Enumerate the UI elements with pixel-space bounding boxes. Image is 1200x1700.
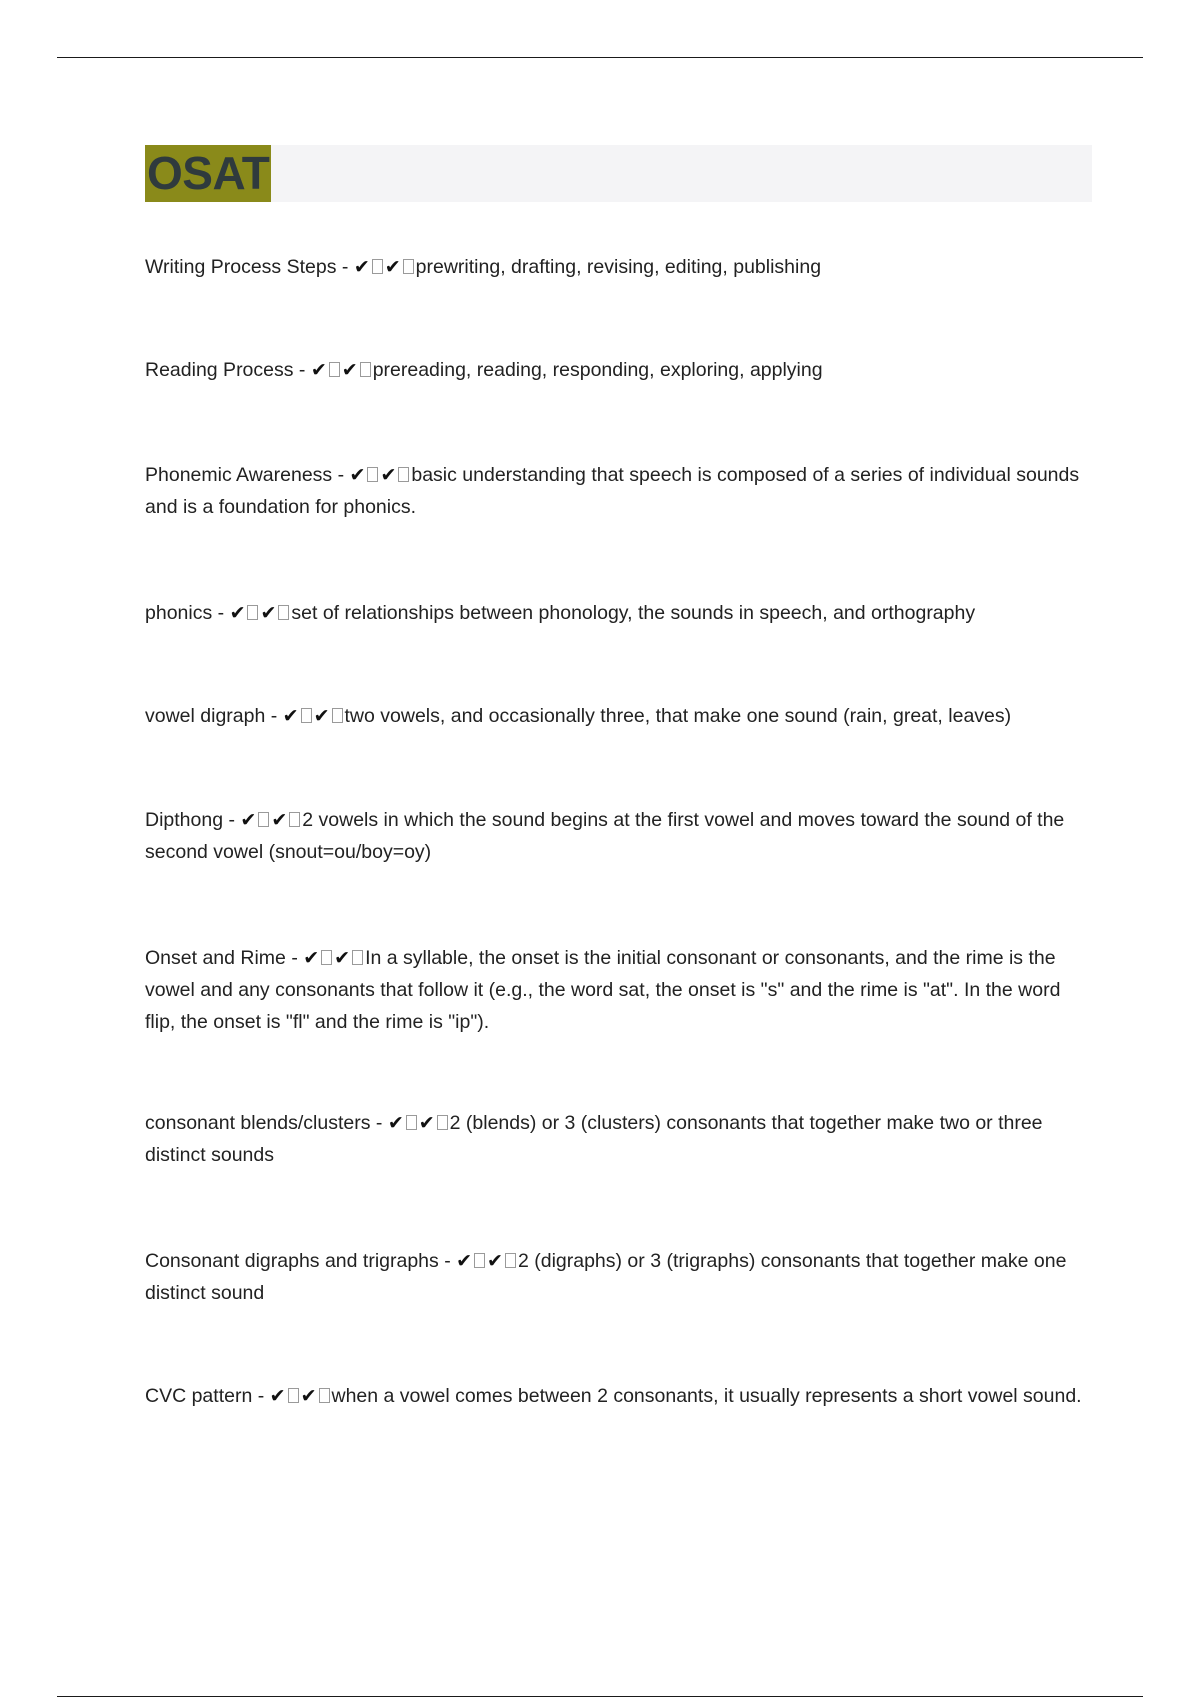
check-icon: ✔ (387, 1112, 404, 1134)
box-icon (437, 1115, 448, 1130)
check-icon: ✔ (384, 256, 401, 278)
entry-consonant-blends-clusters (145, 1107, 1085, 1171)
box-icon (301, 708, 312, 723)
entry-phonemic-awareness (145, 459, 1085, 523)
entry-separator: - (223, 809, 241, 831)
entry-term: CVC pattern (145, 1385, 253, 1407)
entry-separator: - (332, 464, 350, 486)
box-icon (319, 1388, 330, 1403)
entry-separator: - (212, 602, 230, 624)
entry-cvc-pattern (145, 1380, 1085, 1412)
check-icon: ✔ (349, 464, 366, 486)
box-icon (278, 605, 289, 620)
entry-definition: prewriting, drafting, revising, editing, publishing (415, 256, 822, 278)
box-icon (321, 950, 332, 965)
check-icon: ✔ (269, 1385, 286, 1407)
box-icon (332, 708, 343, 723)
entry-term: Consonant digraphs and trigraphs (145, 1250, 439, 1272)
top-rule (57, 57, 1143, 58)
entry-separator: - (370, 1112, 388, 1134)
box-icon (329, 362, 340, 377)
entry-definition: set of relationships between phonology, the sounds in speech, and orthography (291, 602, 976, 624)
box-icon (289, 812, 300, 827)
entry-definition: 2 (digraphs) or 3 (trigraphs) consonants that together make one distinct sound (145, 1250, 1067, 1304)
title-highlight (145, 145, 271, 202)
box-icon (258, 812, 269, 827)
check-icon: ✔ (313, 705, 330, 727)
check-icon: ✔ (260, 602, 277, 624)
title-band (145, 145, 1092, 202)
entry-definition: basic understanding that speech is composed of a series of individual sounds and is a foundation for phonics. (145, 464, 1080, 518)
entry-separator: - (252, 1385, 270, 1407)
check-icon: ✔ (487, 1250, 503, 1272)
check-icon: ✔ (271, 809, 288, 831)
entry-separator: - (438, 1250, 457, 1272)
entry-dipthong (145, 804, 1085, 868)
box-icon (505, 1253, 516, 1268)
check-icon: ✔ (380, 464, 397, 486)
entry-separator: - (265, 705, 283, 727)
check-icon: ✔ (300, 1385, 317, 1407)
entry-writing-process-steps (145, 251, 1085, 283)
entry-term: Phonemic Awareness (145, 464, 333, 486)
box-icon (367, 467, 378, 482)
entry-term: Reading Process (145, 359, 294, 381)
entry-definition: when a vowel comes between 2 consonants, it usually represents a short vowel sound. (331, 1385, 1082, 1407)
entry-separator: - (293, 359, 311, 381)
entry-term: Writing Process Steps (145, 256, 337, 278)
entry-definition: In a syllable, the onset is the initial consonant or consonants, and the rime is the vowel and any consonants that follow it (e.g., the word sat, the onset is "s" and the rime is "at". In the word flip, the onset is "fl" and the rime is "ip"). (145, 947, 1061, 1033)
check-icon: ✔ (353, 256, 370, 278)
box-icon (288, 1388, 299, 1403)
entry-phonics (145, 597, 1085, 629)
box-icon (474, 1253, 485, 1268)
check-icon: ✔ (456, 1250, 473, 1272)
entry-reading-process (145, 354, 1085, 386)
entry-vowel-digraph (145, 700, 1085, 732)
entry-consonant-digraphs-trigraphs (145, 1245, 1085, 1309)
check-icon: ✔ (310, 359, 327, 381)
entry-term: Dipthong (145, 809, 224, 831)
check-icon: ✔ (282, 705, 299, 727)
entry-separator: - (285, 947, 304, 969)
entry-term: vowel digraph (145, 705, 266, 727)
box-icon (352, 950, 363, 965)
entry-definition: two vowels, and occasionally three, that make one sound (rain, great, leaves) (344, 705, 1012, 727)
entry-term: phonics (145, 602, 213, 624)
entry-definition: 2 (blends) or 3 (clusters) consonants that together make two or three distinct sounds (145, 1112, 1043, 1166)
box-icon (398, 467, 409, 482)
entry-definition: prereading, reading, responding, exploring, applying (372, 359, 823, 381)
bottom-rule (57, 1696, 1143, 1697)
check-icon: ✔ (418, 1112, 435, 1134)
entry-term: consonant blends/clusters (145, 1112, 371, 1134)
box-icon (247, 605, 258, 620)
check-icon: ✔ (303, 947, 320, 969)
box-icon (372, 259, 383, 274)
box-icon (403, 259, 414, 274)
box-icon (360, 362, 371, 377)
check-icon: ✔ (240, 809, 257, 831)
entry-definition: 2 vowels in which the sound begins at the first vowel and moves toward the sound of the second vowel (snout=ou/boy=oy) (145, 809, 1065, 863)
check-icon: ✔ (229, 602, 246, 624)
entry-onset-and-rime (145, 942, 1085, 1038)
entry-separator: - (336, 256, 354, 278)
box-icon (406, 1115, 417, 1130)
check-icon: ✔ (334, 947, 351, 969)
document-title: OSAT (147, 147, 270, 199)
entry-term: Onset and Rime (145, 947, 286, 969)
check-icon: ✔ (341, 359, 358, 381)
